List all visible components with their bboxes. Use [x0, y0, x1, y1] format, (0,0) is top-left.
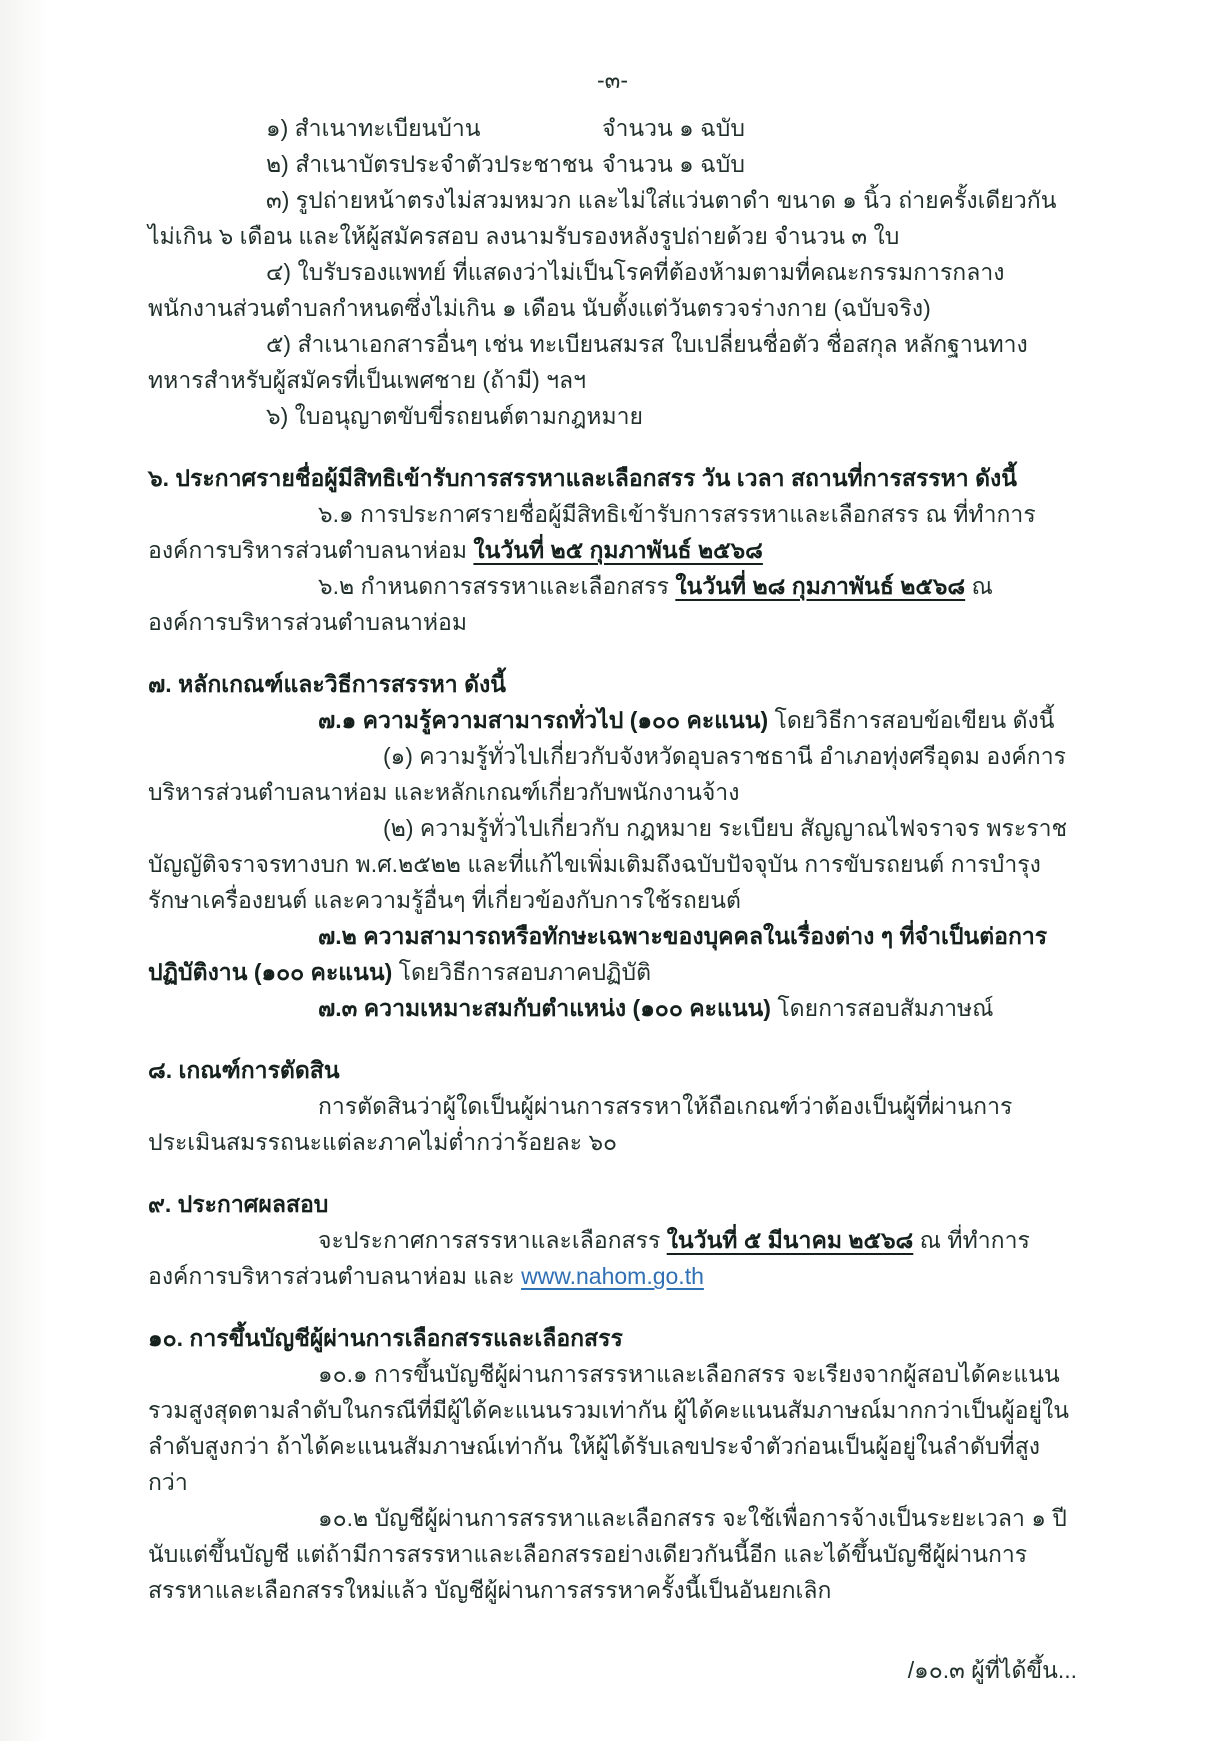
- text-run: จะประกาศการสรรหาและเลือกสรร: [318, 1227, 667, 1253]
- text-run: ๗.๑ ความรู้ความสามารถทั่วไป (๑๐๐ คะแนน): [318, 707, 769, 733]
- website-link[interactable]: www.nahom.go.th: [521, 1263, 704, 1289]
- section-heading: [148, 666, 1077, 702]
- text-run: ๑๐.๑ การขึ้นบัญชีผู้ผ่านการสรรหาและเลือกสรร จะเรียงจากผู้สอบได้คะแนนรวมสูงสุดตามลำดับในกรณีที่มีผู้ได้คะแนนรวมเท่ากัน ผู้ได้คะแนนสัมภาษณ์มากกว่าเป็นผู้อยู่ในลำดับสูงกว่า ถ้าได้คะแนนสัมภาษณ์เท่ากัน ให้ผู้ได้รับเลขประจำตัวก่อนเป็นผู้อยู่ในลำดับที่สูงกว่า: [148, 1361, 1069, 1495]
- text-run: ๕) สำเนาเอกสารอื่นๆ เช่น ทะเบียนสมรส ใบเปลี่ยนชื่อตัว ชื่อสกุล หลักฐานทางทหารสำหรับผู้สมัครที่เป็นเพศชาย (ถ้ามี) ฯลฯ: [148, 331, 1028, 393]
- paragraph: [148, 146, 1077, 182]
- text-run: ๑) สำเนาทะเบียนบ้าน: [266, 115, 481, 141]
- text-run: ๑๐. การขึ้นบัญชีผู้ผ่านการเลือกสรรและเลือกสรร: [148, 1325, 623, 1351]
- paragraph: [148, 326, 1077, 398]
- paragraph: [148, 1088, 1077, 1160]
- text-run: ๓) รูปถ่ายหน้าตรงไม่สวมหมวก และไม่ใส่แว่นตาดำ ขนาด ๑ นิ้ว ถ่ายครั้งเดียวกันไม่เกิน ๖ เดือน และให้ผู้สมัครสอบ ลงนามรับรองหลังรูปถ่ายด้วย จำนวน ๓ ใบ: [148, 187, 1057, 249]
- paragraph: [148, 182, 1077, 254]
- text-run: ในวันที่ ๒๘ กุมภาพันธ์ ๒๕๖๘: [675, 573, 966, 599]
- text-run: โดยวิธีการสอบภาคปฏิบัติ: [392, 959, 652, 985]
- text-run: ในวันที่ ๕ มีนาคม ๒๕๖๘: [666, 1227, 914, 1253]
- paragraph: [148, 496, 1077, 568]
- paragraph: [148, 398, 1077, 434]
- paragraph: [148, 254, 1077, 326]
- text-run: ๗.๒ ความสามารถหรือทักษะเฉพาะของบุคคลในเรื่องต่าง ๆ ที่จำเป็นต่อการปฏิบัติงาน (๑๐๐ คะแนน): [148, 923, 1048, 985]
- text-run: ๖. ประกาศรายชื่อผู้มีสิทธิเข้ารับการสรรหาและเลือกสรร วัน เวลา สถานที่การสรรหา ดังนี้: [148, 465, 1018, 491]
- text-run: (๑) ความรู้ทั่วไปเกี่ยวกับจังหวัดอุบลราชธานี อำเภอทุ่งศรีอุดม องค์การบริหารส่วนตำบลนาห่อม และหลักเกณฑ์เกี่ยวกับพนักงานจ้าง: [148, 743, 1066, 805]
- paragraph: [148, 568, 1077, 640]
- page-number: -๓-: [596, 67, 629, 93]
- section-heading: [148, 1052, 1077, 1088]
- text-run: ๑๐.๒ บัญชีผู้ผ่านการสรรหาและเลือกสรร จะใช้เพื่อการจ้างเป็นระยะเวลา ๑ ปี นับแต่ขึ้นบัญชี แต่ถ้ามีการสรรหาและเลือกสรรอย่างเดียวกันนี้อีก และได้ขึ้นบัญชีผู้ผ่านการสรรหาและเลือกสรรใหม่แล้ว บัญชีผู้ผ่านการสรรหาครั้งนี้เป็นอันยกเลิก: [148, 1505, 1067, 1603]
- text-run: ๘. เกณฑ์การตัดสิน: [148, 1057, 340, 1083]
- text-run: โดยการสอบสัมภาษณ์: [770, 995, 994, 1021]
- text-run: ๖.๒ กำหนดการสรรหาและเลือกสรร: [318, 573, 676, 599]
- paragraph: [148, 1500, 1077, 1608]
- text-run: ๔) ใบรับรองแพทย์ ที่แสดงว่าไม่เป็นโรคที่ต้องห้ามตามที่คณะกรรมการกลางพนักงานส่วนตำบลกำหนดซึ่งไม่เกิน ๑ เดือน นับตั้งแต่วันตรวจร่างกาย (ฉบับจริง): [148, 259, 1005, 321]
- text-run: โดยวิธีการสอบข้อเขียน ดังนี้: [768, 707, 1055, 733]
- section-heading: [148, 1320, 1077, 1356]
- text-run: จำนวน ๑ ฉบับ: [602, 151, 745, 177]
- text-run: ณ ที่ทำการองค์การบริหารส่วนตำบลนาห่อม และ: [148, 1227, 1030, 1289]
- text-run: ๙. ประกาศผลสอบ: [148, 1191, 329, 1217]
- document-body: [148, 110, 1077, 1608]
- section-heading: [148, 1186, 1077, 1222]
- text-run: จำนวน ๑ ฉบับ: [602, 115, 745, 141]
- text-run: ๗. หลักเกณฑ์และวิธีการสรรหา ดังนี้: [148, 671, 506, 697]
- paragraph: [148, 918, 1077, 990]
- text-run: ณ องค์การบริหารส่วนตำบลนาห่อม: [148, 573, 993, 635]
- text-run: ๗.๓ ความเหมาะสมกับตำแหน่ง (๑๐๐ คะแนน): [318, 995, 771, 1021]
- text-run: (๒) ความรู้ทั่วไปเกี่ยวกับ กฎหมาย ระเบียบ สัญญาณไฟจราจร พระราชบัญญัติจราจรทางบก พ.ศ.๒๕๒๒ และที่แก้ไขเพิ่มเติมถึงฉบับปัจจุบัน การขับรถยนต์ การบำรุงรักษาเครื่องยนต์ และความรู้อื่นๆ ที่เกี่ยวข้องกับการใช้รถยนต์: [148, 815, 1068, 913]
- paragraph: [148, 738, 1077, 810]
- text-run: ๖) ใบอนุญาตขับขี่รถยนต์ตามกฎหมาย: [266, 403, 644, 429]
- continuation-note: /๑๐.๓ ผู้ที่ได้ขึ้น...: [907, 1657, 1077, 1683]
- paragraph: [148, 1356, 1077, 1500]
- text-run: ๒) สำเนาบัตรประจำตัวประชาชน: [266, 151, 594, 177]
- text-run: ๖.๑ การประกาศรายชื่อผู้มีสิทธิเข้ารับการสรรหาและเลือกสรร ณ ที่ทำการองค์การบริหารส่วนตำบลนาห่อม: [148, 501, 1036, 563]
- paragraph: [148, 990, 1077, 1026]
- text-run: ในวันที่ ๒๕ กุมภาพันธ์ ๒๕๖๘: [473, 537, 763, 563]
- paragraph: [148, 110, 1077, 146]
- text-run: การตัดสินว่าผู้ใดเป็นผู้ผ่านการสรรหาให้ถือเกณฑ์ว่าต้องเป็นผู้ที่ผ่านการประเมินสมรรถนะแต่ละภาคไม่ต่ำกว่าร้อยละ ๖๐: [148, 1093, 1013, 1155]
- paragraph: [148, 702, 1077, 738]
- paragraph: [148, 1222, 1077, 1294]
- paragraph: [148, 810, 1077, 918]
- section-heading: [148, 460, 1077, 496]
